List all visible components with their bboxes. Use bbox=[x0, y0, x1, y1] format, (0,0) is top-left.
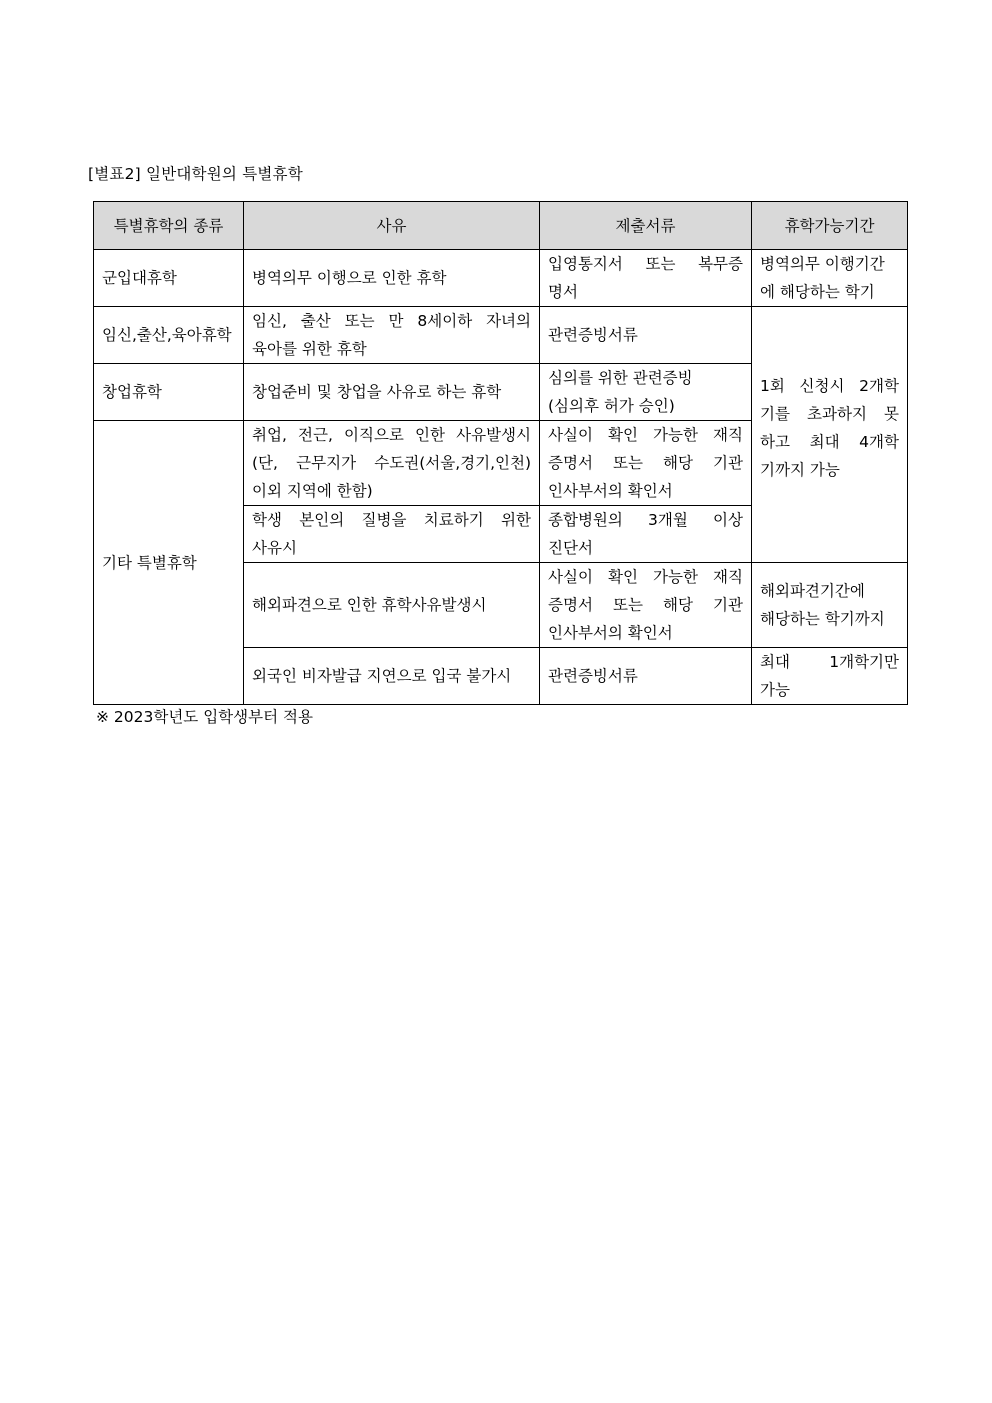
illness-reason: 학생 본인의 질병을 치료하기 위한 사유시 bbox=[244, 506, 540, 563]
header-reason: 사유 bbox=[244, 202, 540, 250]
overseas-documents: 사실이 확인 가능한 재직 증명서 또는 해당 기관 인사부서의 확인서 bbox=[540, 563, 752, 648]
other-type: 기타 특별휴학 bbox=[94, 421, 244, 705]
military-type: 군입대휴학 bbox=[94, 250, 244, 307]
military-period: 병역의무 이행기간 에 해당하는 학기 bbox=[752, 250, 908, 307]
overseas-period: 해외파견기간에 해당하는 학기까지 bbox=[752, 563, 908, 648]
header-documents: 제출서류 bbox=[540, 202, 752, 250]
header-type: 특별휴학의 종류 bbox=[94, 202, 244, 250]
document-title: [별표2] 일반대학원의 특별휴학 bbox=[88, 165, 303, 183]
startup-reason: 창업준비 및 창업을 사유로 하는 휴학 bbox=[244, 364, 540, 421]
childcare-type: 임신,출산,육아휴학 bbox=[94, 307, 244, 364]
military-documents: 입영통지서 또는 복무증 명서 bbox=[540, 250, 752, 307]
startup-documents: 심의를 위한 관련증빙 (심의후 허가 승인) bbox=[540, 364, 752, 421]
overseas-reason: 해외파견으로 인한 휴학사유발생시 bbox=[244, 563, 540, 648]
table-header-row bbox=[94, 202, 908, 250]
employment-reason: 취업, 전근, 이직으로 인한 사유발생시 (단, 근무지가 수도권(서울,경기,인천) 이외 지역에 한함) bbox=[244, 421, 540, 506]
header-period: 휴학가능기간 bbox=[752, 202, 908, 250]
visa-period: 최대 1개학기만 가능 bbox=[752, 648, 908, 705]
visa-documents: 관련증빙서류 bbox=[540, 648, 752, 705]
special-leave-table bbox=[93, 201, 908, 705]
visa-reason: 외국인 비자발급 지연으로 입국 불가시 bbox=[244, 648, 540, 705]
illness-documents: 종합병원의 3개월 이상 진단서 bbox=[540, 506, 752, 563]
childcare-documents: 관련증빙서류 bbox=[540, 307, 752, 364]
childcare-reason: 임신, 출산 또는 만 8세이하 자녀의 육아를 위한 휴학 bbox=[244, 307, 540, 364]
employment-documents: 사실이 확인 가능한 재직 증명서 또는 해당 기관 인사부서의 확인서 bbox=[540, 421, 752, 506]
table-row bbox=[94, 307, 908, 364]
footnote: ※ 2023학년도 입학생부터 적용 bbox=[96, 708, 313, 726]
military-reason: 병역의무 이행으로 인한 휴학 bbox=[244, 250, 540, 307]
startup-type: 창업휴학 bbox=[94, 364, 244, 421]
shared-period: 1회 신청시 2개학 기를 초과하지 못 하고 최대 4개학 기까지 가능 bbox=[752, 307, 908, 563]
table-row bbox=[94, 250, 908, 307]
